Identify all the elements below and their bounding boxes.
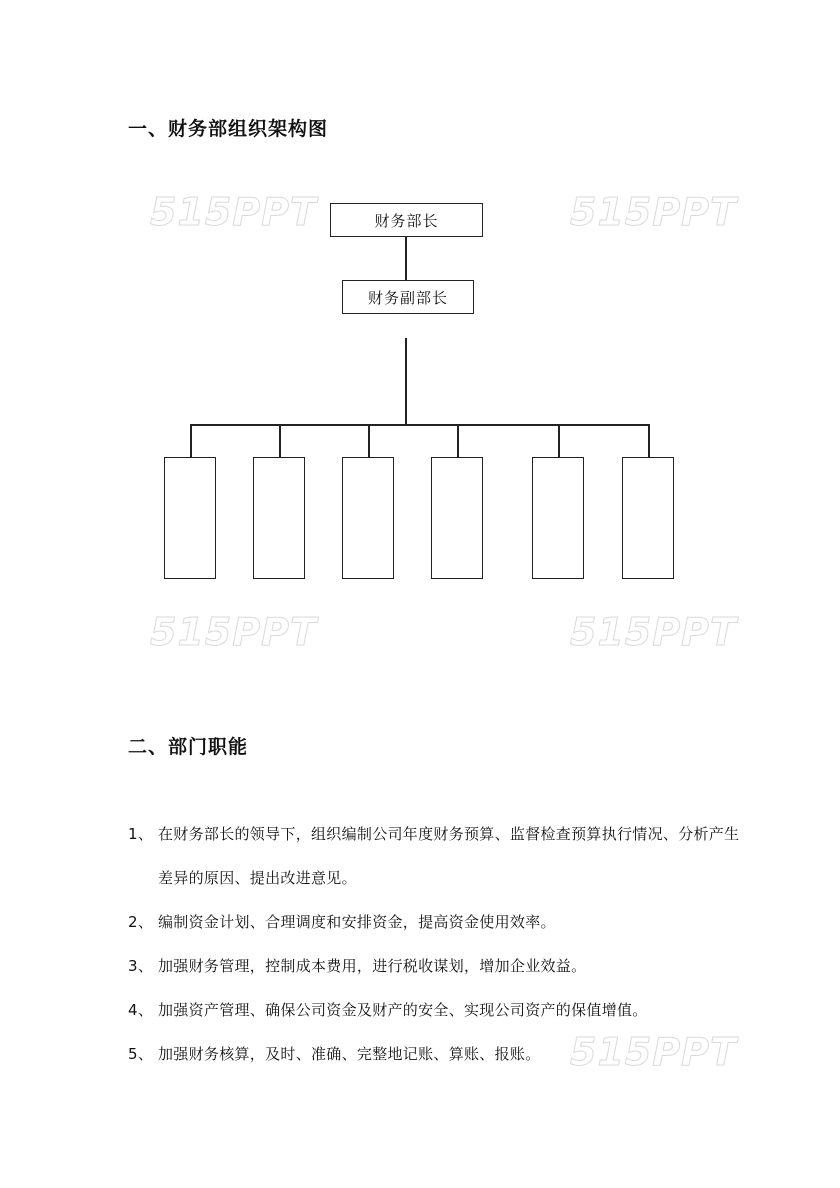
org-box-sub-unit xyxy=(532,457,584,579)
connector-line xyxy=(558,424,560,457)
duty-text: 在财务部长的领导下，组织编制公司年度财务预算、监督检查预算执行情况、分析产生差异的原因、提出改进意见。 xyxy=(158,825,740,887)
watermark: 515PPT xyxy=(570,610,737,654)
connector-line xyxy=(648,424,650,457)
org-box-head-label: 财务部长 xyxy=(374,211,439,230)
section-2-title: 二、部门职能 xyxy=(128,736,249,758)
duty-text: 加强资产管理、确保公司资金及财产的安全、实现公司资产的保值增值。 xyxy=(158,1001,648,1019)
org-box-sub-unit xyxy=(622,457,674,579)
duty-item xyxy=(128,944,748,988)
org-box-sub-unit xyxy=(342,457,394,579)
org-box-sub-unit xyxy=(253,457,305,579)
org-box-deputy xyxy=(342,280,474,314)
duty-text: 加强财务管理，控制成本费用，进行税收谋划，增加企业效益。 xyxy=(158,957,587,975)
duty-number: 4、 xyxy=(128,1001,154,1019)
connector-line xyxy=(368,424,370,457)
connector-bus-line xyxy=(190,424,649,426)
duty-number: 2、 xyxy=(128,913,154,931)
watermark: 515PPT xyxy=(150,610,317,654)
duty-number: 3、 xyxy=(128,957,154,975)
watermark: 515PPT xyxy=(150,190,317,234)
org-box-sub-unit xyxy=(431,457,483,579)
watermark: 515PPT xyxy=(570,1030,737,1074)
duties-list xyxy=(128,812,748,1076)
org-box-head xyxy=(330,203,483,237)
connector-line xyxy=(190,424,192,457)
duty-item xyxy=(128,900,748,944)
duty-item xyxy=(128,1032,748,1076)
duty-number: 1、 xyxy=(128,825,154,843)
org-box-deputy-label: 财务副部长 xyxy=(367,288,448,307)
connector-line xyxy=(279,424,281,457)
duty-item xyxy=(128,812,748,900)
connector-line xyxy=(457,424,459,457)
duty-number: 5、 xyxy=(128,1045,154,1063)
org-box-sub-unit xyxy=(164,457,216,579)
duty-text: 加强财务核算，及时、准确、完整地记账、算账、报账。 xyxy=(158,1045,541,1063)
connector-line xyxy=(405,338,407,425)
section-1-title: 一、财务部组织架构图 xyxy=(128,118,329,140)
duty-item xyxy=(128,988,748,1032)
connector-line xyxy=(405,237,407,280)
watermark: 515PPT xyxy=(570,190,737,234)
duty-text: 编制资金计划、合理调度和安排资金，提高资金使用效率。 xyxy=(158,913,556,931)
